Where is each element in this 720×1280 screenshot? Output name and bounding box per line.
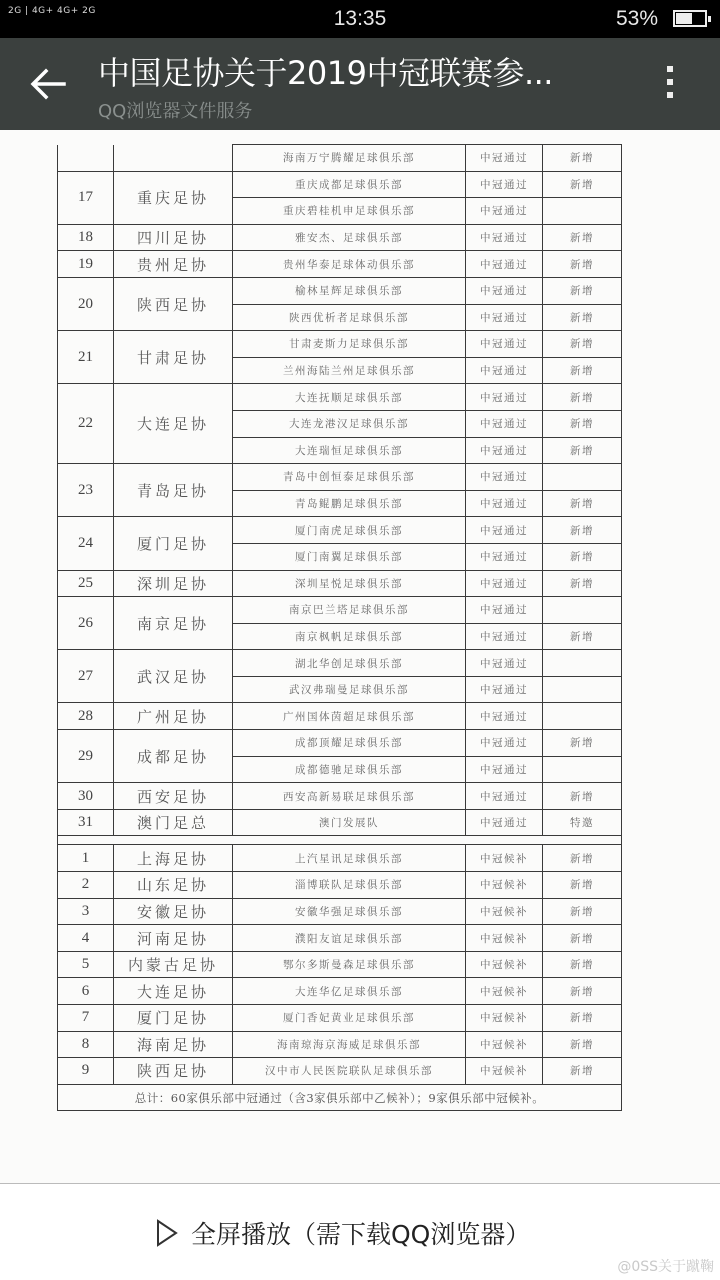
status-bar [0,0,720,38]
note-cell: 新增 [543,357,622,384]
row-number: 8 [58,1031,114,1058]
club-name: 厦门香妃黄业足球俱乐部 [233,1005,466,1032]
battery-icon [673,10,707,27]
fullscreen-play-label: 全屏播放（需下载QQ浏览器） [191,1220,531,1249]
club-name: 青岛鲲鹏足球俱乐部 [233,490,466,517]
association-name: 武汉足协 [114,650,233,703]
table-row [58,277,622,304]
table-row [58,1005,622,1032]
club-name: 汉中市人民医院联队足球俱乐部 [233,1058,466,1085]
club-name: 成都顶耀足球俱乐部 [233,730,466,757]
note-cell: 新增 [543,872,622,899]
row-number: 21 [58,331,114,384]
note-cell: 新增 [543,570,622,597]
gap-cell [58,836,622,845]
association-name: 大连足协 [114,978,233,1005]
row-number: 27 [58,650,114,703]
status-cell: 中冠通过 [466,464,543,491]
signal-text: 2G | 4G+ 4G+ 2G [8,6,96,16]
club-name: 南京枫帆足球俱乐部 [233,623,466,650]
row-number: 22 [58,384,114,464]
fullscreen-play-button[interactable] [155,1211,530,1255]
status-cell: 中冠通过 [466,650,543,677]
table-row [58,145,622,172]
club-name: 甘肃麦斯力足球俱乐部 [233,331,466,358]
row-number: 2 [58,872,114,899]
note-cell: 新增 [543,730,622,757]
association-name: 重庆足协 [114,171,233,224]
row-number [58,145,114,172]
note-cell: 新增 [543,1058,622,1085]
row-number: 4 [58,925,114,952]
status-cell: 中冠候补 [466,1058,543,1085]
row-number: 26 [58,597,114,650]
status-cell: 中冠候补 [466,1005,543,1032]
note-cell: 新增 [543,623,622,650]
total-row [58,1084,622,1111]
club-name: 广州国体茵超足球俱乐部 [233,703,466,730]
association-name: 上海足协 [114,845,233,872]
association-name: 甘肃足协 [114,331,233,384]
note-cell: 新增 [543,384,622,411]
play-triangle-icon [155,1218,179,1248]
note-cell: 新增 [543,1005,622,1032]
note-cell [543,198,622,225]
status-cell: 中冠通过 [466,145,543,172]
app-toolbar [0,38,720,130]
club-name: 濮阳友谊足球俱乐部 [233,925,466,952]
row-number: 31 [58,809,114,836]
note-cell [543,703,622,730]
table-row [58,331,622,358]
association-name: 内蒙古足协 [114,951,233,978]
association-name: 澳门足总 [114,809,233,836]
association-name: 南京足协 [114,597,233,650]
status-cell: 中冠候补 [466,951,543,978]
row-number: 3 [58,898,114,925]
status-cell: 中冠通过 [466,171,543,198]
row-number: 1 [58,845,114,872]
row-number: 9 [58,1058,114,1085]
club-name: 成都德驰足球俱乐部 [233,756,466,783]
club-name: 贵州华泰足球体动俱乐部 [233,251,466,278]
note-cell: 新增 [543,277,622,304]
status-cell: 中冠通过 [466,676,543,703]
status-cell: 中冠候补 [466,978,543,1005]
row-number: 5 [58,951,114,978]
note-cell: 新增 [543,845,622,872]
note-cell: 新增 [543,251,622,278]
status-cell: 中冠通过 [466,198,543,225]
club-name: 澳门发展队 [233,809,466,836]
note-cell: 新增 [543,410,622,437]
club-name: 大连抚顺足球俱乐部 [233,384,466,411]
club-name: 安徽华强足球俱乐部 [233,898,466,925]
status-cell: 中冠通过 [466,437,543,464]
row-number: 20 [58,277,114,330]
total-summary: 总计：60家俱乐部中冠通过（含3家俱乐部中乙候补）；9家俱乐部中冠候补。 [58,1084,622,1111]
club-name: 海南琼海京海威足球俱乐部 [233,1031,466,1058]
note-cell: 新增 [543,224,622,251]
association-name: 贵州足协 [114,251,233,278]
status-cell: 中冠通过 [466,730,543,757]
status-cell: 中冠通过 [466,224,543,251]
note-cell [543,597,622,624]
table-row [58,925,622,952]
row-number: 19 [58,251,114,278]
note-cell [543,650,622,677]
note-cell: 新增 [543,490,622,517]
table-row [58,384,622,411]
status-cell: 中冠通过 [466,331,543,358]
row-number: 29 [58,730,114,783]
table-row [58,898,622,925]
association-name: 成都足协 [114,730,233,783]
status-cell: 中冠候补 [466,872,543,899]
status-cell: 中冠通过 [466,703,543,730]
watermark: @0SS关于蹴鞠 [617,1259,714,1275]
note-cell: 新增 [543,898,622,925]
note-cell: 特邀 [543,809,622,836]
row-number: 17 [58,171,114,224]
row-number: 28 [58,703,114,730]
table-row [58,1031,622,1058]
table-row [58,730,622,757]
status-cell: 中冠通过 [466,490,543,517]
club-list-table [57,144,622,1111]
row-number: 6 [58,978,114,1005]
club-name: 厦门南虎足球俱乐部 [233,517,466,544]
table-row [58,951,622,978]
status-cell: 中冠通过 [466,597,543,624]
table-row [58,464,622,491]
note-cell: 新增 [543,304,622,331]
table-row [58,783,622,810]
page-subtitle: QQ浏览器文件服务 [98,101,253,122]
page-title: 中国足协关于2019中冠联赛参... [98,54,553,92]
note-cell [543,676,622,703]
row-number: 18 [58,224,114,251]
table-row [58,845,622,872]
row-number: 7 [58,1005,114,1032]
association-name: 青岛足协 [114,464,233,517]
club-name: 重庆成都足球俱乐部 [233,171,466,198]
note-cell: 新增 [543,517,622,544]
note-cell: 新增 [543,331,622,358]
club-name: 深圳星悦足球俱乐部 [233,570,466,597]
table-row [58,597,622,624]
more-vertical-icon [660,66,680,98]
club-name: 兰州海陆兰州足球俱乐部 [233,357,466,384]
association-name: 厦门足协 [114,517,233,570]
status-cell: 中冠通过 [466,809,543,836]
note-cell: 新增 [543,437,622,464]
note-cell: 新增 [543,145,622,172]
table-row [58,978,622,1005]
association-name [114,145,233,172]
table-row [58,171,622,198]
status-cell: 中冠候补 [466,845,543,872]
table-row [58,872,622,899]
association-name: 河南足协 [114,925,233,952]
club-name: 南京巴兰塔足球俱乐部 [233,597,466,624]
status-cell: 中冠通过 [466,783,543,810]
status-cell: 中冠通过 [466,756,543,783]
association-name: 陕西足协 [114,277,233,330]
club-name: 重庆碧桂机申足球俱乐部 [233,198,466,225]
club-name: 湖北华创足球俱乐部 [233,650,466,677]
association-name: 大连足协 [114,384,233,464]
status-cell: 中冠通过 [466,384,543,411]
status-cell: 中冠通过 [466,623,543,650]
bottom-bar [0,1184,720,1280]
note-cell: 新增 [543,1031,622,1058]
table-row [58,251,622,278]
back-button[interactable] [28,66,68,102]
status-cell: 中冠候补 [466,898,543,925]
more-options-button[interactable] [660,66,680,106]
club-name: 青岛中创恒泰足球俱乐部 [233,464,466,491]
note-cell: 新增 [543,171,622,198]
association-name: 安徽足协 [114,898,233,925]
table-row [58,809,622,836]
association-name: 西安足协 [114,783,233,810]
association-name: 广州足协 [114,703,233,730]
note-cell: 新增 [543,978,622,1005]
club-name: 雅安杰、足球俱乐部 [233,224,466,251]
arrow-left-icon [28,66,68,102]
club-name: 榆林星辉足球俱乐部 [233,277,466,304]
section-gap [58,836,622,845]
status-cell: 中冠通过 [466,357,543,384]
club-name: 厦门南翼足球俱乐部 [233,543,466,570]
clock: 13:35 [333,7,387,30]
row-number: 30 [58,783,114,810]
association-name: 海南足协 [114,1031,233,1058]
note-cell: 新增 [543,951,622,978]
association-name: 陕西足协 [114,1058,233,1085]
status-cell: 中冠通过 [466,570,543,597]
club-name: 大连华亿足球俱乐部 [233,978,466,1005]
club-name: 西安高新易联足球俱乐部 [233,783,466,810]
status-cell: 中冠通过 [466,410,543,437]
association-name: 四川足协 [114,224,233,251]
table-row [58,1058,622,1085]
note-cell [543,464,622,491]
status-cell: 中冠通过 [466,251,543,278]
status-cell: 中冠候补 [466,1031,543,1058]
association-name: 山东足协 [114,872,233,899]
status-cell: 中冠通过 [466,517,543,544]
table-row [58,570,622,597]
table-row [58,650,622,677]
club-name: 大连龙港汉足球俱乐部 [233,410,466,437]
club-name: 陕西优析者足球俱乐部 [233,304,466,331]
note-cell: 新增 [543,925,622,952]
row-number: 24 [58,517,114,570]
status-cell: 中冠通过 [466,304,543,331]
note-cell: 新增 [543,783,622,810]
club-name: 武汉弗瑞曼足球俱乐部 [233,676,466,703]
note-cell [543,756,622,783]
table-row [58,224,622,251]
club-name: 鄂尔多斯曼森足球俱乐部 [233,951,466,978]
table-row [58,517,622,544]
battery-percent: 53% [615,7,658,30]
note-cell: 新增 [543,543,622,570]
association-name: 深圳足协 [114,570,233,597]
table-row [58,703,622,730]
club-name: 大连瑞恒足球俱乐部 [233,437,466,464]
club-name: 上汽星讯足球俱乐部 [233,845,466,872]
row-number: 23 [58,464,114,517]
document-viewer[interactable] [0,130,720,1183]
club-name: 海南万宁腾耀足球俱乐部 [233,145,466,172]
club-name: 淄博联队足球俱乐部 [233,872,466,899]
status-cell: 中冠通过 [466,277,543,304]
association-name: 厦门足协 [114,1005,233,1032]
status-cell: 中冠通过 [466,543,543,570]
row-number: 25 [58,570,114,597]
status-cell: 中冠候补 [466,925,543,952]
